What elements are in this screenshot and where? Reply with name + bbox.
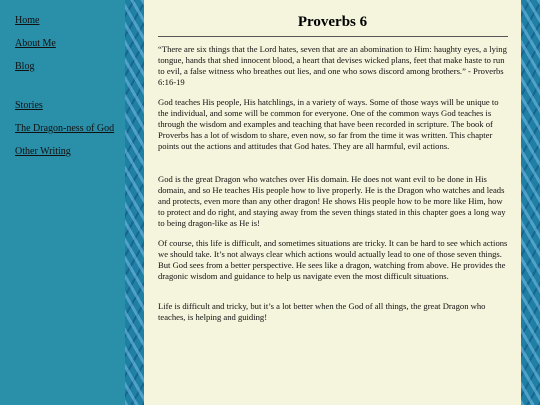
decorative-border-left [125, 0, 144, 405]
nav-link-about-me[interactable]: About Me [15, 38, 56, 49]
paragraph-difficulty: Of course, this life is difficult, and sometimes situations are tricky. It can be hard to see which actions we should take. It’s not always clear which actions would actually lead to one of those seven things. But God sees from a better perspective. He sees like a dragon, watching from above. He provides the dragonic wisdom and guidance to help us navigate even the most difficult situations. [158, 238, 508, 281]
paragraph-intro: God teaches His people, His hatchlings, in a variety of ways. Some of those ways will be unique to the individual, and some will be common for everyone. One of the common ways God teaches is through the wisdom and examples and teaching that have been recorded in scripture. The book of Proverbs has a lot of wisdom to share, even now, so far from the time it was written. This chapter points out the actions and attitudes that God hates. They are all harmful, evil actions. [158, 97, 499, 151]
paragraph-scripture-quote: “There are six things that the Lord hates, seven that are an abomination to Him: haughty eyes, a lying tongue, hands that shed innocent blood, a heart that devises wicked plans, feet that make haste to run to evil, a false witness who breathes out lies, and one who sows discord among brothers.” - Proverbs 6:16-19 [158, 44, 507, 87]
nav-link-stories[interactable]: Stories [15, 100, 43, 111]
decorative-border-right [521, 0, 540, 405]
title-divider [158, 36, 508, 37]
page-title: Proverbs 6 [297, 14, 368, 30]
nav-link-dragon-ness-of-god[interactable]: The Dragon-ness of God [15, 123, 115, 134]
main-content [144, 0, 521, 405]
paragraph-dragon: God is the great Dragon who watches over His domain. He does not want evil to be done in His domain, and so He teaches His people how to live properly. He is the Dragon who watches and leads and protects, even more than any other dragon! He shows His people how to be more like Him, how to protect and do right, and staying away from the seven things stated in this chapter goes a long way to being dragon-like as He is! [158, 174, 506, 228]
nav-link-other-writing[interactable]: Other Writing [15, 146, 71, 157]
paragraph-closing: Life is difficult and tricky, but it’s a lot better when the God of all things, the great Dragon who teaches, is helping and guiding! [158, 301, 486, 322]
nav-link-home[interactable]: Home [15, 15, 40, 26]
nav-link-blog[interactable]: Blog [15, 61, 35, 72]
sidebar-nav [0, 0, 125, 405]
